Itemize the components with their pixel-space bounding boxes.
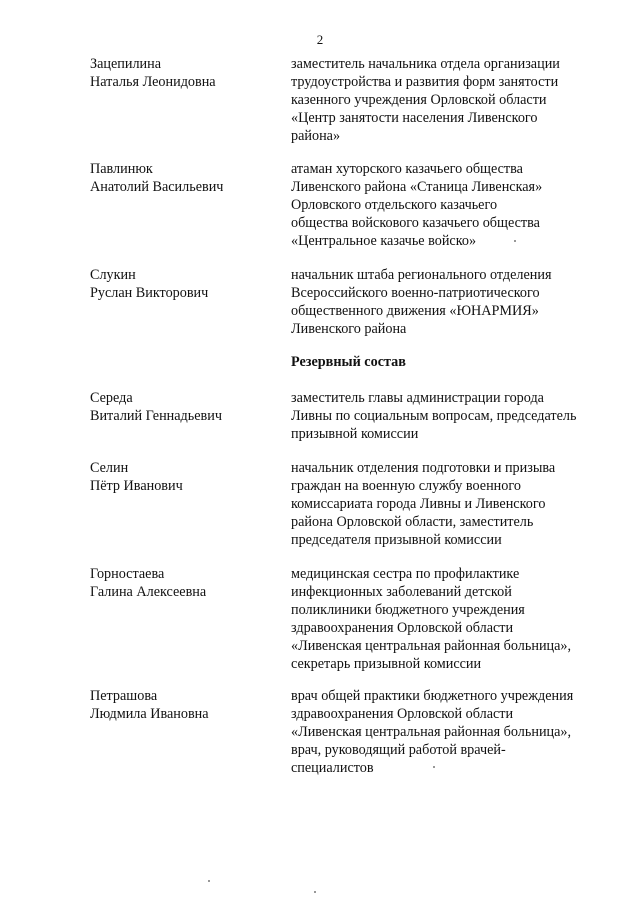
member-name bbox=[90, 55, 280, 91]
scan-speck bbox=[208, 880, 210, 882]
member-surname: Слукин bbox=[90, 267, 136, 283]
position-line: Всероссийского военно-патриотического bbox=[291, 285, 540, 301]
member-surname: Павлинюк bbox=[90, 161, 153, 177]
position-line: начальник отделения подготовки и призыва bbox=[291, 460, 556, 476]
member-given-names: Анатолий Васильевич bbox=[90, 179, 224, 195]
member-given-names: Пётр Иванович bbox=[90, 478, 183, 494]
position-line: врач общей практики бюджетного учреждения bbox=[291, 688, 574, 704]
member-name bbox=[90, 160, 280, 196]
position-line: секретарь призывной комиссии bbox=[291, 656, 482, 672]
member-given-names: Галина Алексеевна bbox=[90, 584, 207, 600]
position-line: Ливенского района «Станица Ливенская» bbox=[291, 179, 543, 195]
position-line: «Ливенская центральная районная больница», bbox=[291, 724, 572, 740]
member-surname: Зацепилина bbox=[90, 56, 162, 72]
position-line: заместитель главы администрации города bbox=[291, 390, 544, 406]
position-line: здравоохранения Орловской области bbox=[291, 620, 514, 636]
member-surname: Середа bbox=[90, 390, 133, 406]
page-number: 2 bbox=[316, 32, 324, 47]
position-line: Ливны по социальным вопросам, председатель bbox=[291, 408, 577, 424]
position-line: района Орловской области, заместитель bbox=[291, 514, 534, 530]
position-line: граждан на военную службу военного bbox=[291, 478, 521, 494]
scan-speck bbox=[514, 240, 516, 242]
position-line: поликлиники бюджетного учреждения bbox=[291, 602, 525, 618]
member-given-names: Виталий Геннадьевич bbox=[90, 408, 222, 424]
member-surname: Горностаева bbox=[90, 566, 165, 582]
position-line: призывной комиссии bbox=[291, 426, 419, 442]
position-line: Орловского отдельского казачьего bbox=[291, 197, 498, 213]
member-surname: Селин bbox=[90, 460, 129, 476]
member-position bbox=[291, 266, 621, 338]
member-position bbox=[291, 459, 621, 549]
position-line: «Центр занятости населения Ливенского bbox=[291, 110, 538, 126]
member-name bbox=[90, 687, 280, 723]
position-line: специалистов bbox=[291, 760, 374, 776]
member-position bbox=[291, 55, 621, 145]
member-name bbox=[90, 389, 280, 425]
member-position bbox=[291, 565, 621, 673]
position-line: общественного движения «ЮНАРМИЯ» bbox=[291, 303, 539, 319]
member-given-names: Наталья Леонидовна bbox=[90, 74, 216, 90]
position-line: здравоохранения Орловской области bbox=[291, 706, 514, 722]
member-name bbox=[90, 266, 280, 302]
scan-speck bbox=[314, 891, 316, 893]
position-line: общества войскового казачьего общества bbox=[291, 215, 540, 231]
member-position bbox=[291, 389, 621, 443]
position-line: заместитель начальника отдела организации bbox=[291, 56, 560, 72]
position-line: района» bbox=[291, 128, 341, 144]
position-line: инфекционных заболеваний детской bbox=[291, 584, 512, 600]
position-line: казенного учреждения Орловской области bbox=[291, 92, 547, 108]
position-line: Ливенского района bbox=[291, 321, 407, 337]
position-line: «Ливенская центральная районная больница», bbox=[291, 638, 572, 654]
member-name bbox=[90, 459, 280, 495]
member-given-names: Руслан Викторович bbox=[90, 285, 209, 301]
position-line: начальник штаба регионального отделения bbox=[291, 267, 552, 283]
position-line: атаман хуторского казачьего общества bbox=[291, 161, 523, 177]
reserve-section-title: Резервный состав bbox=[291, 354, 406, 370]
member-name bbox=[90, 565, 280, 601]
position-line: врач, руководящий работой врачей- bbox=[291, 742, 506, 758]
scan-speck bbox=[433, 766, 435, 768]
position-line: комиссариата города Ливны и Ливенского bbox=[291, 496, 546, 512]
member-position bbox=[291, 160, 621, 250]
position-line: трудоустройства и развития форм занятости bbox=[291, 74, 559, 90]
position-line: «Центральное казачье войско» bbox=[291, 233, 477, 249]
member-surname: Петрашова bbox=[90, 688, 158, 704]
position-line: председателя призывной комиссии bbox=[291, 532, 502, 548]
member-position bbox=[291, 687, 621, 777]
member-given-names: Людмила Ивановна bbox=[90, 706, 209, 722]
position-line: медицинская сестра по профилактике bbox=[291, 566, 520, 582]
